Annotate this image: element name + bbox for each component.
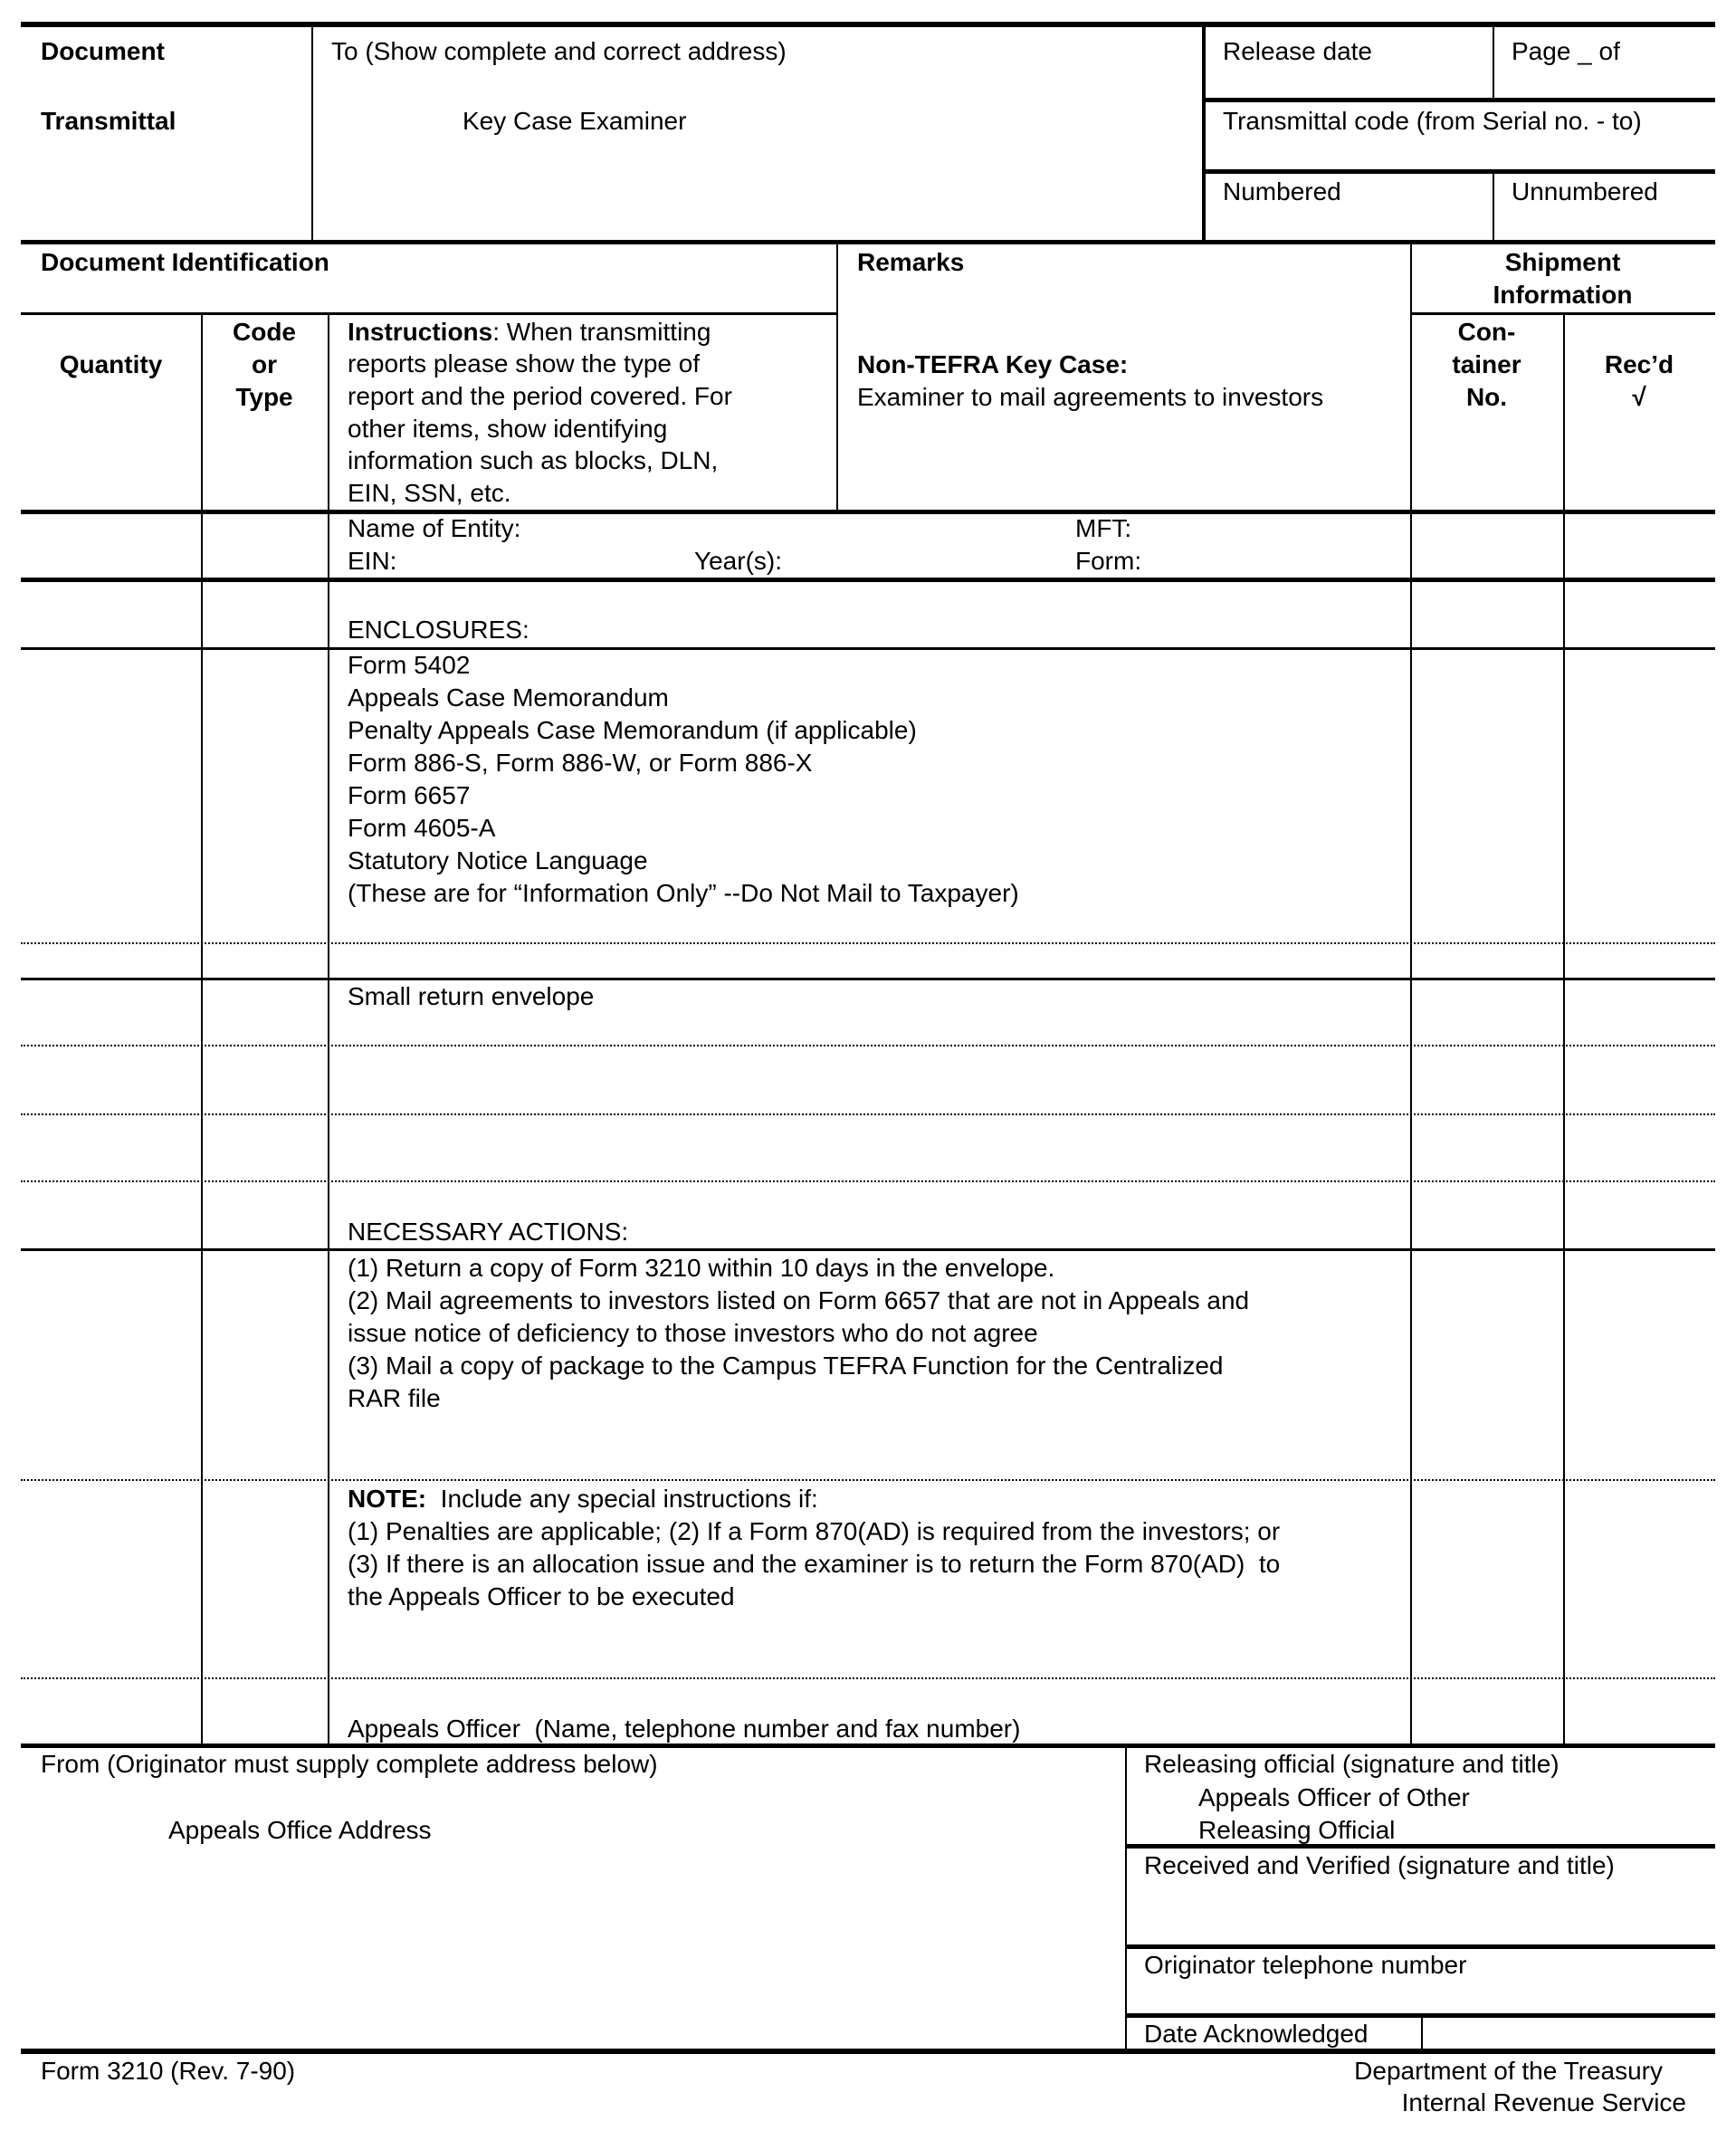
received-verified-field[interactable]: Received and Verified (signature and title) [1144, 1851, 1615, 1879]
instructions-line: other items, show identifying [348, 415, 668, 443]
divider [1410, 243, 1412, 1745]
shipment-heading: Shipment [1504, 248, 1621, 276]
container-header: No. [1465, 383, 1508, 411]
divider [1202, 25, 1206, 242]
note-text: Include any special instructions if: [426, 1485, 818, 1513]
document-identification-heading: Document Identification [41, 248, 329, 276]
action-line: (3) Mail a copy of package to the Campus TEFRA Function for the Centralized [348, 1352, 1224, 1380]
form-title-line2: Transmittal [41, 107, 176, 135]
enclosure-item: Form 6657 [348, 781, 471, 809]
from-label: From (Originator must supply complete address below) [41, 1750, 658, 1778]
code-header: Code [233, 318, 296, 346]
enclosures-heading: ENCLOSURES: [348, 616, 529, 644]
from-address-field[interactable]: Appeals Office Address [168, 1816, 432, 1844]
enclosure-item: Statutory Notice Language [348, 846, 648, 874]
enclosure-item: Form 5402 [348, 651, 471, 679]
divider [1563, 313, 1565, 1745]
divider [21, 312, 836, 315]
divider [1125, 1746, 1127, 2050]
received-header: Rec’d [1604, 350, 1674, 378]
code-header: Type [235, 383, 293, 411]
divider [311, 25, 313, 242]
releasing-official-field[interactable]: Releasing Official [1198, 1816, 1396, 1844]
necessary-actions-heading: NECESSARY ACTIONS: [348, 1218, 629, 1246]
remarks-title: Non-TEFRA Key Case: [857, 350, 1129, 378]
divider [21, 1248, 1715, 1251]
instructions-label: Instructions [348, 318, 493, 346]
releasing-official-label: Releasing official (signature and title) [1144, 1750, 1560, 1778]
small-envelope-item: Small return envelope [348, 982, 595, 1010]
divider [21, 942, 1715, 944]
numbered-field[interactable]: Numbered [1223, 177, 1341, 205]
divider [21, 1677, 1715, 1679]
note-line: the Appeals Officer to be executed [348, 1582, 735, 1610]
agency-name: Internal Revenue Service [1401, 2088, 1686, 2116]
instructions-line: : When transmitting [492, 318, 711, 346]
divider [21, 578, 1715, 582]
divider [1493, 171, 1494, 242]
releasing-official-field[interactable]: Appeals Officer of Other [1198, 1783, 1470, 1811]
enclosure-item: Form 886-S, Form 886-W, or Form 886-X [348, 749, 813, 777]
form-title-line1: Document [41, 37, 165, 65]
divider [21, 1113, 1715, 1115]
container-header: tainer [1452, 350, 1521, 378]
divider [21, 1180, 1715, 1182]
divider [21, 978, 1715, 980]
note-line [348, 1484, 818, 1514]
divider [21, 1045, 1715, 1046]
unnumbered-field[interactable]: Unnumbered [1512, 177, 1658, 205]
code-header: or [252, 350, 277, 378]
instructions-line: reports please show the type of [348, 349, 701, 377]
divider [328, 313, 329, 1745]
appeals-officer-label: Appeals Officer (Name, telephone number and fax number) [348, 1715, 1021, 1743]
divider [1493, 25, 1494, 100]
divider [21, 647, 1715, 650]
transmittal-code-field[interactable]: Transmittal code (from Serial no. - to) [1223, 107, 1642, 135]
years-label: Year(s): [694, 547, 783, 575]
note-line: (1) Penalties are applicable; (2) If a Form 870(AD) is required from the investors; or [348, 1517, 1281, 1545]
instructions-line: report and the period covered. For [348, 382, 732, 410]
divider [1126, 1944, 1715, 1949]
divider [21, 510, 1715, 514]
divider [201, 313, 203, 1745]
enclosure-item: Appeals Case Memorandum [348, 683, 669, 712]
mft-label: MFT: [1075, 514, 1132, 542]
page-field[interactable]: Page _ of [1512, 37, 1620, 65]
divider [21, 240, 1715, 244]
enclosure-item: Penalty Appeals Case Memorandum (if applicable) [348, 716, 917, 744]
note-line: (3) If there is an allocation issue and the examiner is to return the Form 870(AD) to [348, 1550, 1281, 1578]
quantity-header: Quantity [59, 350, 163, 378]
action-line: RAR file [348, 1384, 441, 1412]
divider [1204, 98, 1715, 102]
release-date-field[interactable]: Release date [1223, 37, 1373, 65]
instructions-line: information such as blocks, DLN, [348, 446, 719, 474]
bottom-rule [21, 2049, 1715, 2054]
date-acknowledged-field[interactable]: Date Acknowledged [1144, 2020, 1369, 2048]
enclosure-item: Form 4605-A [348, 814, 496, 842]
divider [836, 243, 838, 511]
remarks-text: Examiner to mail agreements to investors [857, 383, 1324, 411]
divider [1204, 169, 1715, 174]
ein-label: EIN: [348, 547, 397, 575]
container-header: Con- [1457, 318, 1516, 346]
instructions-line: EIN, SSN, etc. [348, 479, 511, 507]
action-line: issue notice of deficiency to those investors who do not agree [348, 1319, 1038, 1347]
department-name: Department of the Treasury [1354, 2057, 1663, 2085]
originator-phone-field[interactable]: Originator telephone number [1144, 1951, 1467, 1979]
divider [1421, 2015, 1423, 2051]
remarks-heading: Remarks [857, 248, 965, 276]
shipment-heading: Information [1493, 281, 1633, 309]
note-label: NOTE: [348, 1485, 427, 1513]
entity-name-label: Name of Entity: [348, 514, 521, 542]
top-rule [21, 22, 1715, 27]
divider [21, 1479, 1715, 1481]
to-label: To (Show complete and correct address) [331, 37, 787, 65]
to-address-field[interactable]: Key Case Examiner [463, 107, 687, 135]
form-label: Form: [1075, 547, 1142, 575]
form-number: Form 3210 (Rev. 7-90) [41, 2057, 296, 2085]
action-line: (1) Return a copy of Form 3210 within 10 days in the envelope. [348, 1254, 1055, 1282]
checkmark-icon: √ [1632, 383, 1646, 411]
action-line: (2) Mail agreements to investors listed on Form 6657 that are not in Appeals and [348, 1286, 1250, 1314]
enclosure-item: (These are for “Information Only” --Do Not Mail to Taxpayer) [348, 879, 1019, 907]
instructions-text [348, 317, 711, 348]
